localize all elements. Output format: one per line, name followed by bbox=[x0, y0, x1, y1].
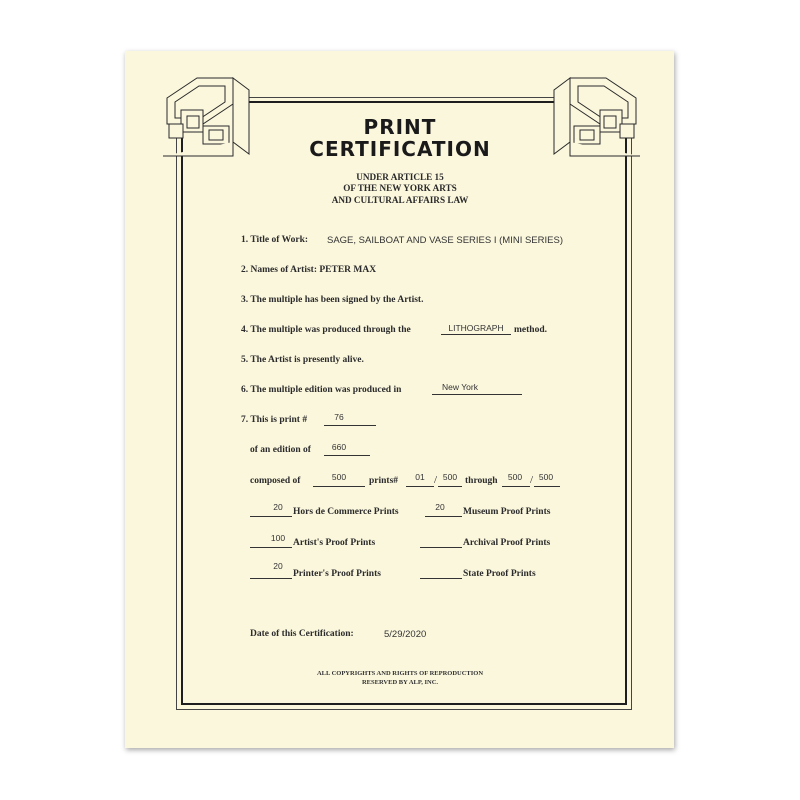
edition-size-label: of an edition of bbox=[250, 445, 311, 455]
through-num-line bbox=[502, 486, 530, 487]
production-method-label: 4. The multiple was produced through the bbox=[241, 325, 411, 335]
museum-value: 20 bbox=[435, 502, 445, 512]
ap-label: Artist's Proof Prints bbox=[293, 538, 376, 548]
production-method-suffix: method. bbox=[514, 325, 547, 335]
prints-from-den-value: 500 bbox=[442, 472, 458, 482]
hc-label: Hors de Commerce Prints bbox=[293, 507, 399, 517]
archival-line bbox=[420, 547, 462, 548]
composed-of-label: composed of bbox=[250, 476, 301, 486]
subtitle-line1: UNDER ARTICLE 15 bbox=[356, 172, 444, 182]
through-den-value: 500 bbox=[538, 472, 554, 482]
production-method-value: LITHOGRAPH bbox=[448, 323, 504, 333]
artist-alive-statement: 5. The Artist is presently alive. bbox=[241, 355, 364, 365]
through-den-line bbox=[534, 486, 560, 487]
print-number-value: 76 bbox=[334, 412, 344, 422]
certificate-title-line1: PRINT bbox=[363, 115, 437, 139]
state-label: State Proof Prints bbox=[463, 569, 536, 579]
through-slash: / bbox=[530, 474, 534, 486]
prints-from-den-line bbox=[438, 486, 462, 487]
ap-line bbox=[250, 547, 292, 548]
through-num-value: 500 bbox=[507, 472, 523, 482]
edition-place-label: 6. The multiple edition was produced in bbox=[241, 385, 402, 395]
subtitle-line2: OF THE NEW YORK ARTS bbox=[343, 183, 457, 193]
edition-place-value: New York bbox=[442, 382, 478, 392]
copyright-footer-line2: RESERVED BY ALP, INC. bbox=[361, 679, 439, 686]
through-label: through bbox=[465, 476, 498, 486]
print-number-line bbox=[324, 425, 376, 426]
production-method-line bbox=[441, 334, 511, 335]
pp-line bbox=[250, 578, 292, 579]
prints-number-label: prints# bbox=[369, 476, 399, 486]
prints-from-num-line bbox=[406, 486, 434, 487]
pp-label: Printer's Proof Prints bbox=[293, 569, 381, 579]
print-number-label: 7. This is print # bbox=[241, 415, 308, 425]
edition-place-line bbox=[432, 394, 522, 395]
certification-date-label: Date of this Certification: bbox=[250, 629, 354, 639]
signed-statement: 3. The multiple has been signed by the Artist. bbox=[241, 295, 424, 305]
copyright-footer-line1: ALL COPYRIGHTS AND RIGHTS OF REPRODUCTION bbox=[316, 670, 484, 677]
ap-value: 100 bbox=[270, 533, 286, 543]
title-of-work-label: 1. Title of Work: bbox=[241, 235, 309, 245]
state-line bbox=[420, 578, 462, 579]
museum-line bbox=[425, 516, 462, 517]
certificate-title-line2: CERTIFICATION bbox=[309, 137, 491, 161]
edition-size-line bbox=[324, 455, 370, 456]
certification-date-value: 5/29/2020 bbox=[384, 629, 427, 640]
hc-line bbox=[250, 516, 292, 517]
pp-value: 20 bbox=[273, 561, 283, 571]
hc-value: 20 bbox=[273, 502, 283, 512]
edition-size-value: 660 bbox=[331, 442, 347, 452]
subtitle-line3: AND CULTURAL AFFAIRS LAW bbox=[331, 195, 469, 205]
title-of-work-value: SAGE, SAILBOAT AND VASE SERIES I (MINI SERIES) bbox=[327, 235, 563, 246]
prints-from-num-value: 01 bbox=[415, 472, 425, 482]
museum-label: Museum Proof Prints bbox=[463, 507, 551, 517]
prints-from-slash: / bbox=[434, 474, 438, 486]
archival-label: Archival Proof Prints bbox=[463, 538, 551, 548]
artist-name: 2. Names of Artist: PETER MAX bbox=[241, 265, 377, 275]
composed-of-value: 500 bbox=[331, 472, 347, 482]
composed-of-line bbox=[313, 486, 365, 487]
